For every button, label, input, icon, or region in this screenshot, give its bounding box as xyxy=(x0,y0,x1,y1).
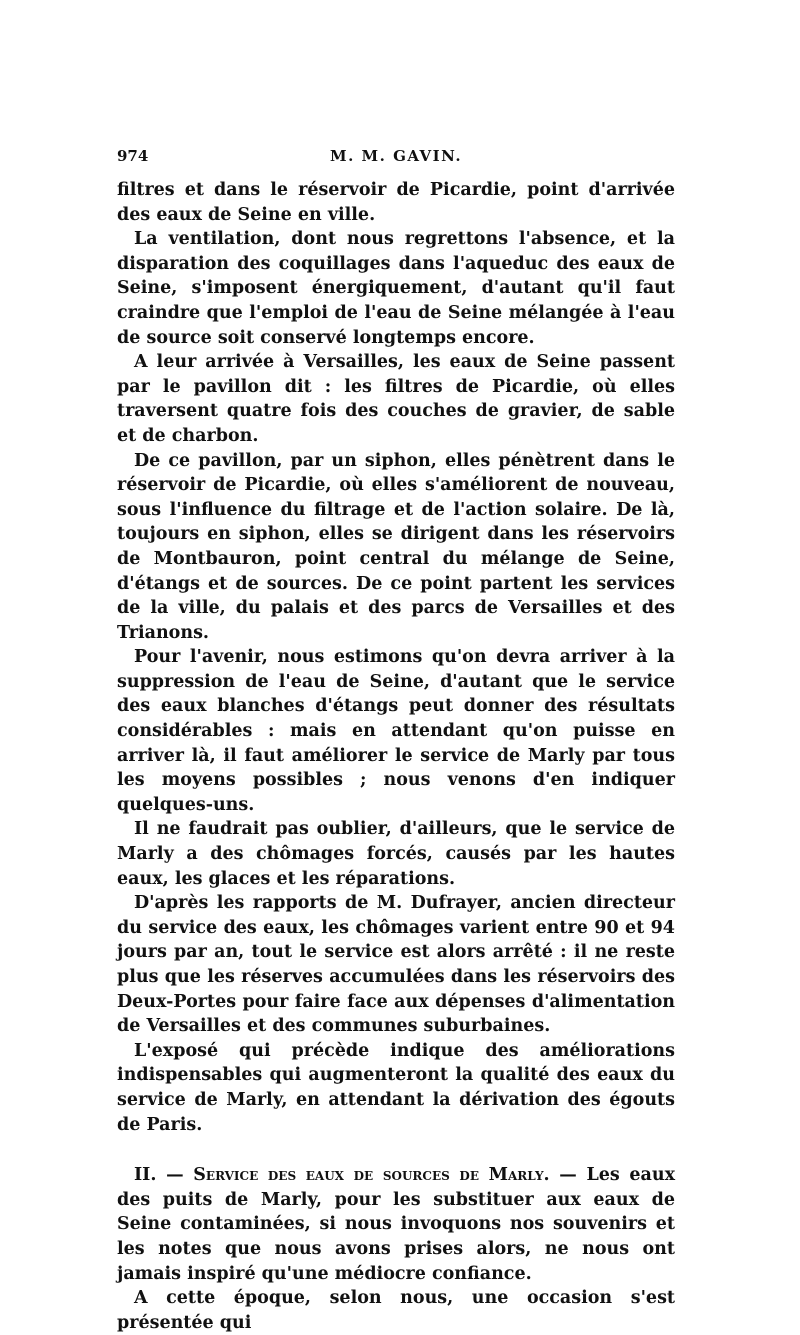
paragraph: A cette époque, selon nous, une occasion s'est présentée qui xyxy=(117,1288,675,1333)
section-dash: — xyxy=(559,1165,577,1186)
paragraph: La ventilation, dont nous regrettons l'absence, et la disparation des coquillages dans l'aqueduc des eaux de Seine, s'imposent énergiquement, d'autant qu'il faut craindre que l'emploi de l'eau de Seine mélangée à l'eau de source soit conservé longtemps encore. xyxy=(117,229,675,348)
section-first-paragraph: Les eaux des puits de Marly, pour les substituer aux eaux de Seine contaminées, si nous invoquons nos souvenirs et les notes que nous avons prises alors, ne nous ont jamais inspiré qu'une médiocre confiance. xyxy=(117,1165,676,1284)
running-head: M. M. GAVIN. xyxy=(330,147,463,165)
paragraph: D'après les rapports de M. Dufrayer, ancien directeur du service des eaux, les chômages varient entre 90 et 94 jours par an, tout le service est alors arrêté : il ne reste plus que les réserves accumulées dans les réservoirs des Deux-Portes pour faire face aux dépenses d'alimentation de Versailles et des communes suburbaines. xyxy=(117,893,675,1037)
section-heading: Service des eaux de sources de Marly. xyxy=(193,1165,550,1186)
section-paragraph xyxy=(117,1163,675,1286)
section-number: II. — xyxy=(134,1165,184,1186)
body-text xyxy=(117,178,675,1335)
page-number: 974 xyxy=(117,147,149,165)
paragraph: Pour l'avenir, nous estimons qu'on devra arriver à la suppression de l'eau de Seine, d'autant que le service des eaux blanches d'étangs peut donner des résultats considérables : mais en attendant qu'on puisse en arriver là, il faut améliorer le service de Marly par tous les moyens possibles ; nous venons d'en indiquer quelques-uns. xyxy=(117,647,675,815)
paragraph: L'exposé qui précède indique des améliorations indispensables qui augmenteront la qualité des eaux du service de Marly, en attendant la dérivation des égouts de Paris. xyxy=(117,1040,675,1135)
paragraph: A leur arrivée à Versailles, les eaux de Seine passent par le pavillon dit : les filtres de Picardie, où elles traversent quatre fois des couches de gravier, de sable et de charbon. xyxy=(117,352,675,446)
paragraph: Il ne faudrait pas oublier, d'ailleurs, que le service de Marly a des chômages forcés, causés par les hautes eaux, les glaces et les réparations. xyxy=(117,819,675,889)
page-header xyxy=(117,147,677,169)
paragraph-continuation: filtres et dans le réservoir de Picardie, point d'arrivée des eaux de Seine en ville. xyxy=(117,180,675,225)
paragraph: De ce pavillon, par un siphon, elles pénètrent dans le réservoir de Picardie, où elles s'améliorent de nouveau, sous l'influence du filtrage et de l'action solaire. De là, toujours en siphon, elles se dirigent dans les réservoirs de Montbauron, point central du mélange de Seine, d'étangs et de sources. De ce point partent les services de la ville, du palais et des parcs de Versailles et des Trianons. xyxy=(117,450,675,643)
